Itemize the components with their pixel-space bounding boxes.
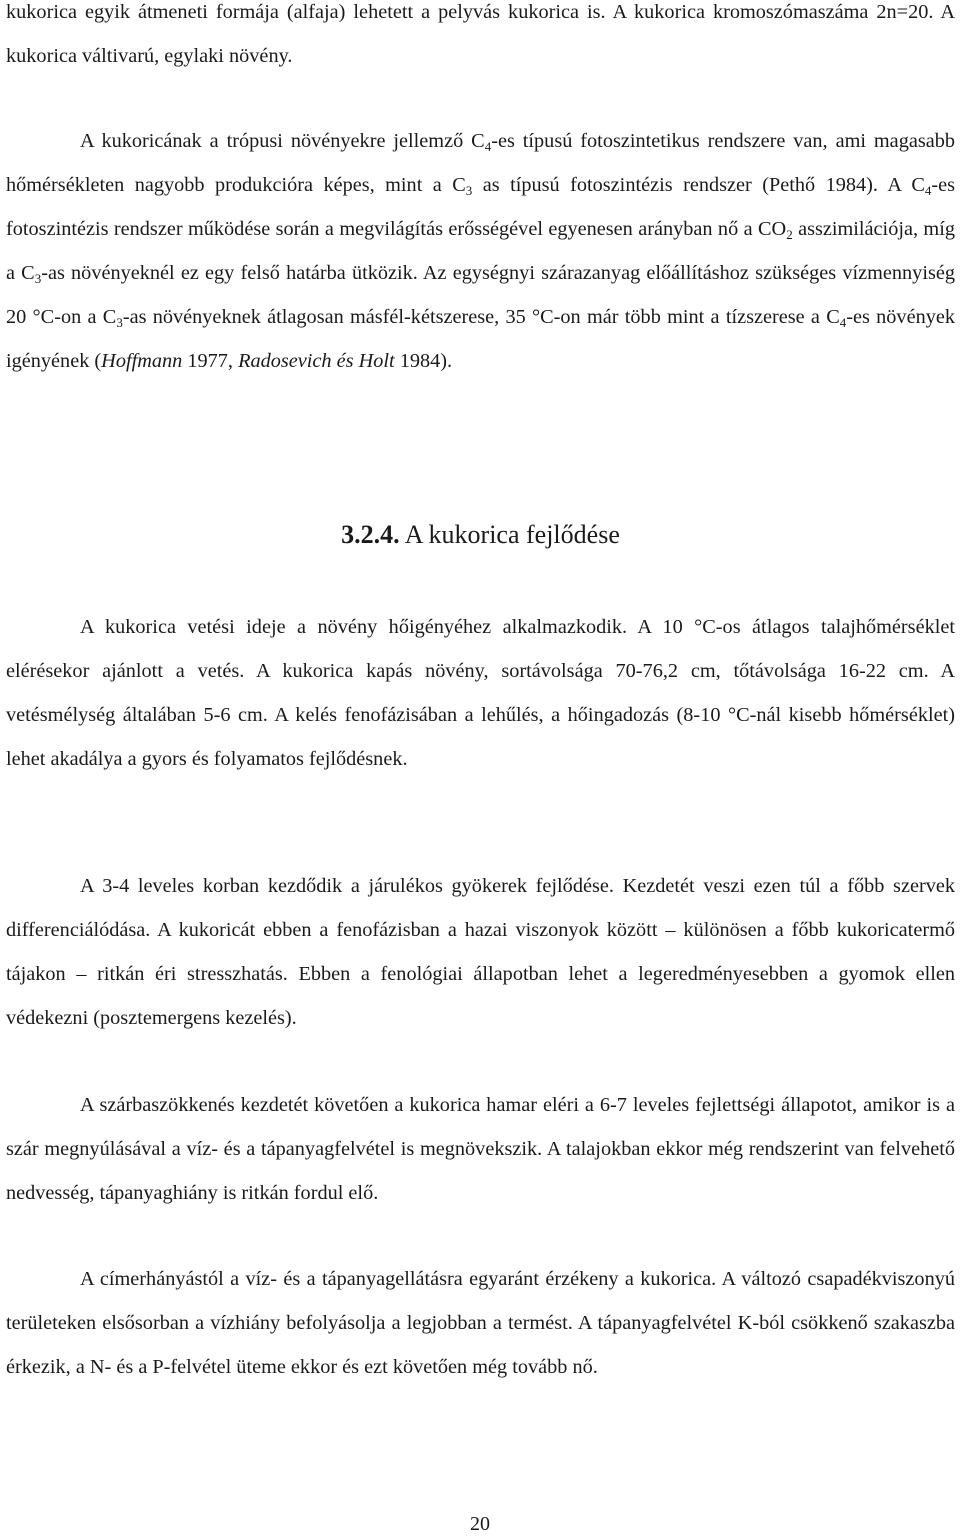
- paragraph-stem-elongation: A szárbaszökkenés kezdetét követően a kukorica hamar eléri a 6-7 leveles fejlettségi állapotot, amikor is a szár megnyúlásával a víz- és a tápanyagfelvétel is megnövekszik. A talajokban ekkor még rendszerint van felvehető nedvesség, tápanyaghiány is ritkán fordul elő.: [6, 1094, 955, 1204]
- section-title: A kukorica fejlődése: [399, 520, 620, 549]
- text-fragment: A kukoricának a trópusi növényekre jellemző C: [80, 130, 485, 152]
- text-fragment: asszimilációja, míg a C: [6, 218, 955, 284]
- text-fragment: -es típusú fotoszintetikus rendszere van, ami magasabb hőmérsékleten nagyobb produkcióra képes, mint a C: [6, 130, 956, 196]
- text-fragment: -es fotoszintézis rendszer működése során a megvilágítás erősségével egyenesen arányban nő a CO: [6, 174, 955, 240]
- paragraph-leaf-stage: A 3-4 leveles korban kezdődik a járulékos gyökerek fejlődése. Kezdetét veszi ezen túl a főbb szervek differenciálódása. A kukoricát ebben a fenofázisban a hazai viszonyok között – különösen a főbb kukoricatermő tájakon – ritkán éri stresszhatás. Ebben a fenológiai állapotban lehet a legeredményesebben a gyomok ellen védekezni (posztemergens kezelés).: [6, 875, 955, 1029]
- subscript: 3: [116, 315, 123, 330]
- text-fragment: -es növények igényének (: [6, 306, 956, 372]
- citation-author: Radosevich és Holt: [238, 350, 395, 372]
- text-fragment: -as növényeknél ez egy felső határba ütközik. Az egységnyi szárazanyag előállításhoz szükséges vízmennyiség 20 °C-on a C: [6, 262, 955, 328]
- text-fragment: 1977,: [182, 350, 239, 372]
- paragraph-c4-photosynthesis: [6, 119, 955, 383]
- text-fragment: as típusú fotoszintézis rendszer (Pethő 1984). A C: [472, 174, 925, 196]
- text-fragment: 1984).: [394, 350, 453, 372]
- citation-author: Hoffmann: [101, 350, 183, 372]
- page-number: 20: [470, 1513, 490, 1535]
- subscript: 2: [786, 227, 793, 242]
- section-number: 3.2.4.: [341, 520, 400, 549]
- paragraph-intro: kukorica egyik átmeneti formája (alfaja) lehetett a pelyvás kukorica is. A kukorica kromoszómaszáma 2n=20. A kukorica váltivarú, egylaki növény.: [6, 1, 955, 67]
- subscript: 3: [465, 183, 473, 198]
- paragraph-sowing: A kukorica vetési ideje a növény hőigényéhez alkalmazkodik. A 10 °C-os átlagos talajhőmérséklet elérésekor ajánlott a vetés. A kukorica kapás növény, sortávolsága 70-76,2 cm, tőtávolsága 16-22 cm. A vetésmélység általában 5-6 cm. A kelés fenofázisában a lehűlés, a hőingadozás (8-10 °C-nál kisebb hőmérséklet) lehet akadálya a gyors és folyamatos fejlődésnek.: [6, 616, 955, 770]
- subscript: 4: [484, 139, 492, 154]
- subscript: 4: [924, 183, 932, 198]
- subscript: 3: [34, 271, 42, 286]
- text-fragment: -as növényeknek átlagosan másfél-kétszerese, 35 °C-on már több mint a tízszerese a C: [122, 306, 840, 328]
- subscript: 4: [839, 315, 847, 330]
- section-heading: [6, 520, 955, 550]
- paragraph-tasseling: A címerhányástól a víz- és a tápanyagellátásra egyaránt érzékeny a kukorica. A változó csapadékviszonyú területeken elsősorban a vízhiány befolyásolja a legjobban a termést. A tápanyagfelvétel K-ból csökkenő szakaszba érkezik, a N- és a P-felvétel üteme ekkor és ezt követően még tovább nő.: [6, 1268, 955, 1378]
